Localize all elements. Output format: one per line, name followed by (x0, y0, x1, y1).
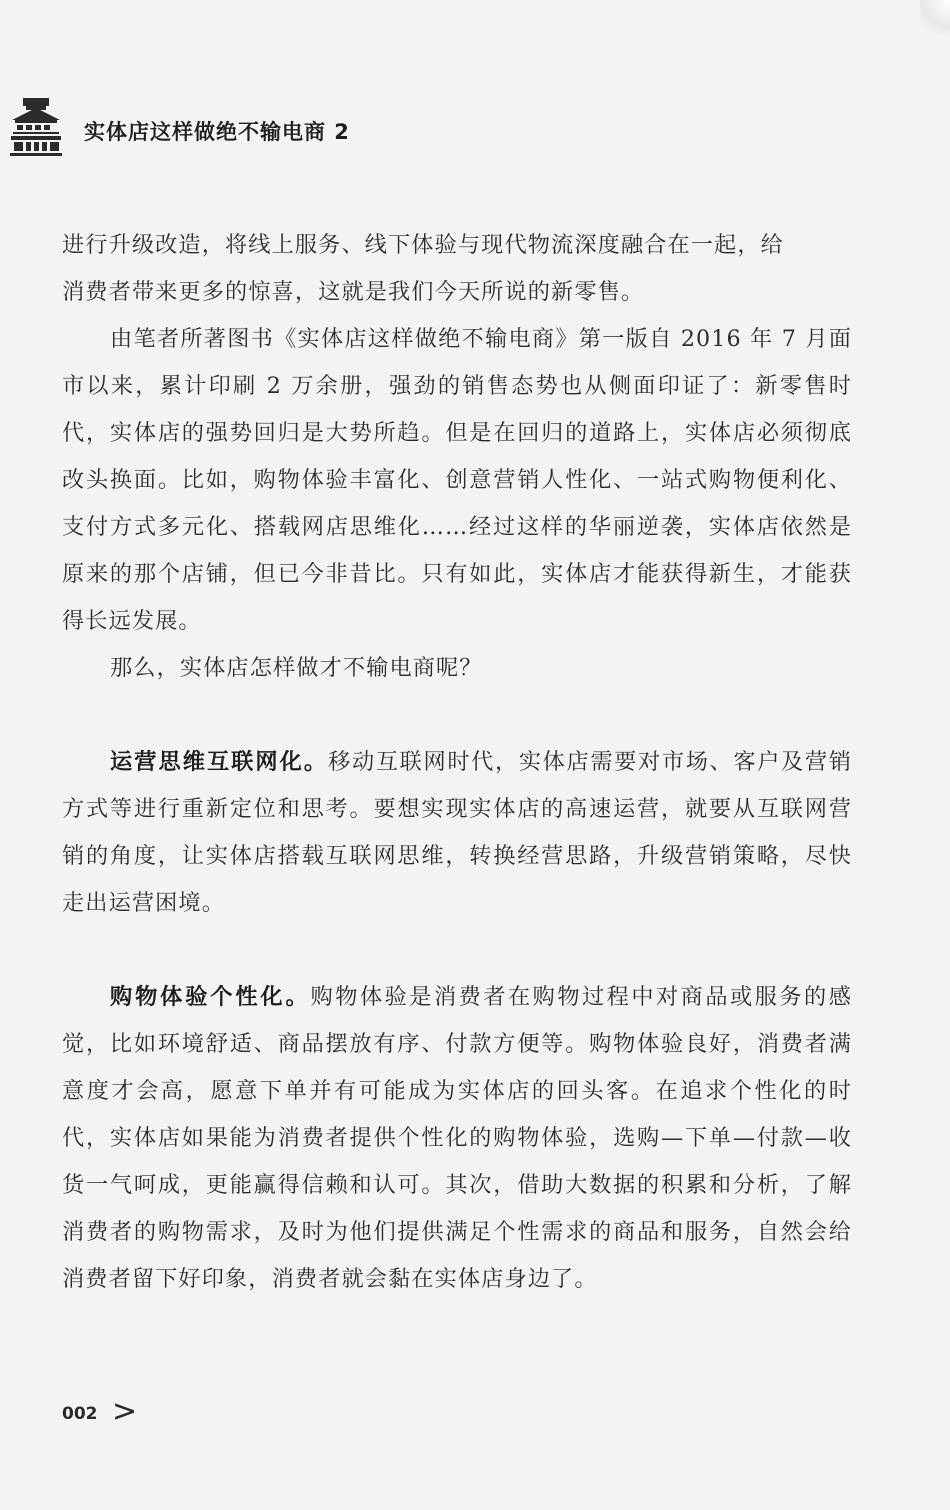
book-title: 实体店这样做绝不输电商 2 (84, 120, 350, 144)
page-number: 002 (62, 1404, 98, 1424)
body-text (62, 222, 852, 1303)
section-heading: 购物体验个性化。 (110, 984, 311, 1010)
page-curl (920, 0, 950, 40)
running-header (8, 96, 908, 162)
section-body: 移动互联网时代，实体店需要对市场、客户及营销方式等进行重新定位和思考。要想实现实体店的高速运营，就要从互联网营销的角度，让实体店搭载互联网思维，转换经营思路，升级营销策略，尽快走出运营困境。 (62, 749, 853, 916)
text-line: 进行升级改造，将线上服务、线下体验与现代物流深度融合在一起，给 (62, 232, 784, 258)
paragraph-section-internet (62, 739, 852, 927)
paragraph-intro: 由笔者所著图书《实体店这样做绝不输电商》第一版自 2016 年 7 月面市以来，累计印刷 2 万余册，强劲的销售态势也从侧面印证了：新零售时代，实体店的强势回归是大势所趋。但是在回归的道路上，实体店必须彻底改头换面。比如，购物体验丰富化、创意营销人性化、一站式购物便利化、支付方式多元化、搭载网店思维化……经过这样的华丽逆袭，实体店依然是原来的那个店铺，但已今非昔比。只有如此，实体店才能获得新生，才能获得长远发展。 (62, 326, 852, 634)
section-heading: 运营思维互联网化。 (110, 749, 329, 775)
text-line: 消费者带来更多的惊喜，这就是我们今天所说的新零售。 (62, 279, 645, 305)
paragraph-continuation (62, 222, 852, 316)
storefront-icon (8, 96, 64, 158)
section-body: 购物体验是消费者在购物过程中对商品或服务的感觉，比如环境舒适、商品摆放有序、付款方便等。购物体验良好，消费者满意度才会高，愿意下单并有可能成为实体店的回头客。在追求个性化的时代，实体店如果能为消费者提供个性化的购物体验，选购—下单—付款—收货一气呵成，更能赢得信赖和认可。其次，借助大数据的积累和分析，了解消费者的购物需求，及时为他们提供满足个性需求的商品和服务，自然会给消费者留下好印象，消费者就会黏在实体店身边了。 (62, 984, 853, 1292)
paragraph-question: 那么，实体店怎样做才不输电商呢？ (110, 655, 483, 681)
chevron-right-icon: > (112, 1394, 138, 1429)
paragraph-section-experience (62, 974, 852, 1303)
